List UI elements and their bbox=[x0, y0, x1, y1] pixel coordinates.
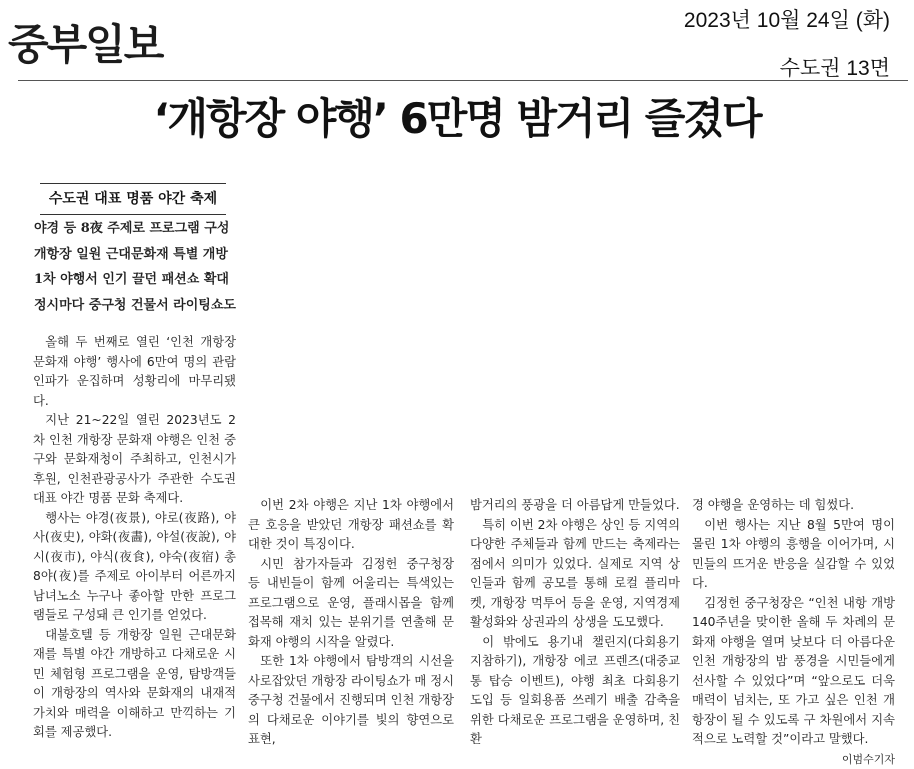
subhead-line: 1차 야행서 인기 끌던 패션쇼 확대 bbox=[34, 267, 234, 293]
paragraph: 대불호텔 등 개항장 일원 근대문화재를 특별 야간 개방하고 다채로운 시민 체험형 프로그램을 운영, 탐방객들이 개항장의 역사와 문화재의 내재적 가치와 매력을 이해하고 만끽하는 기회를 제공했다. bbox=[33, 626, 236, 743]
paragraph: 이번 행사는 지난 8월 5만여 명이 몰린 1차 야행의 흥행을 이어가며, 시민들의 뜨거운 반응을 실감할 수 있었다. bbox=[692, 516, 895, 594]
masthead-logo: 중부일보 bbox=[8, 12, 162, 72]
paragraph: 밤거리의 풍광을 더 아름답게 만들었다. bbox=[470, 496, 680, 516]
paragraph: 올해 두 번째로 열린 ‘인천 개항장 문화재 야행’ 행사에 6만여 명의 관람 인파가 운집하며 성황리에 마무리됐다. bbox=[33, 333, 236, 411]
byline: 이범수기자 bbox=[692, 750, 895, 769]
article-subheads bbox=[34, 216, 234, 318]
body-column-2 bbox=[248, 496, 454, 750]
paragraph: 지난 21~22일 열린 2023년도 2차 인천 개항장 문화재 야행은 인천 중구와 문화재청이 주최하고, 인천시가 후원, 인천관광공사가 주관한 수도권 대표 야간 명품 문화 축제다. bbox=[33, 411, 236, 509]
paragraph: 행사는 야경(夜景), 야로(夜路), 야사(夜史), 야화(夜畵), 야설(夜說), 야시(夜市), 야식(夜食), 야숙(夜宿) 총 8야(夜)를 주제로 아이부터 어른까지 남녀노소 누구나 좋아할 만한 프로그램들로 구성돼 큰 인기를 얻었다. bbox=[33, 509, 236, 626]
article-kicker: 수도권 대표 명품 야간 축제 bbox=[40, 188, 226, 215]
article-headline: ‘개항장 야행’ 6만명 밤거리 즐겼다 bbox=[0, 86, 914, 146]
subhead-line: 개항장 일원 근대문화재 특별 개방 bbox=[34, 242, 234, 268]
paragraph: 김정헌 중구청장은 “인천 내항 개방 140주년을 맞이한 올해 두 차례의 문화재 야행을 열며 낮보다 더 아름다운 인천 개항장의 밤 풍경을 시민들에게 선사할 수 있었다”며 “앞으로도 더욱 매력이 넘치는, 또 가고 싶은 인천 개항장이 될 수 있도록 구 차원에서 지속적으로 노력할 것”이라고 말했다. bbox=[692, 594, 895, 750]
paragraph: 또한 1차 야행에서 탐방객의 시선을 사로잡았던 개항장 라이팅쇼가 매 정시 중구청 건물에서 진행되며 인천 개항장의 다채로운 이야기를 빛의 향연으로 표현, bbox=[248, 652, 454, 750]
issue-date: 2023년 10월 24일 (화) bbox=[684, 4, 890, 34]
paragraph: 이 밖에도 용기내 챌린지(다회용기 지참하기), 개항장 에코 프렌즈(대중교통 탑승 이벤트), 야행 최초 다회용기 도입 등 일회용품 쓰레기 배출 감축을 위한 다채로운 프로그램을 운영하며, 친환 bbox=[470, 633, 680, 750]
kicker-top-rule bbox=[40, 183, 226, 184]
paragraph: 시민 참가자들과 김정헌 중구청장 등 내빈들이 함께 어울리는 특색있는 프로그램으로 운영, 플래시몹을 함께 접목해 재치 있는 분위기를 연출해 문화재 야행의 시작을 알렸다. bbox=[248, 555, 454, 653]
top-divider bbox=[18, 80, 908, 81]
body-column-4 bbox=[692, 496, 895, 769]
section-page: 수도권 13면 bbox=[780, 52, 890, 82]
subhead-line: 정시마다 중구청 건물서 라이팅쇼도 bbox=[34, 293, 234, 319]
body-column-3 bbox=[470, 496, 680, 750]
body-column-1 bbox=[33, 333, 236, 743]
paragraph: 이번 2차 야행은 지난 1차 야행에서 큰 호응을 받았던 개항장 패션쇼를 확대한 것이 특징이다. bbox=[248, 496, 454, 555]
paragraph: 경 야행을 운영하는 데 힘썼다. bbox=[692, 496, 895, 516]
subhead-line: 야경 등 8夜 주제로 프로그램 구성 bbox=[34, 216, 234, 242]
paragraph: 특히 이번 2차 야행은 상인 등 지역의 다양한 주체들과 함께 만드는 축제라는 점에서 의미가 있었다. 실제로 지역 상인들과 함께 공모를 통해 로컬 플리마켓, 개항장 먹투어 등을 운영, 지역경제 활성화와 상권과의 상생을 도모했다. bbox=[470, 516, 680, 633]
